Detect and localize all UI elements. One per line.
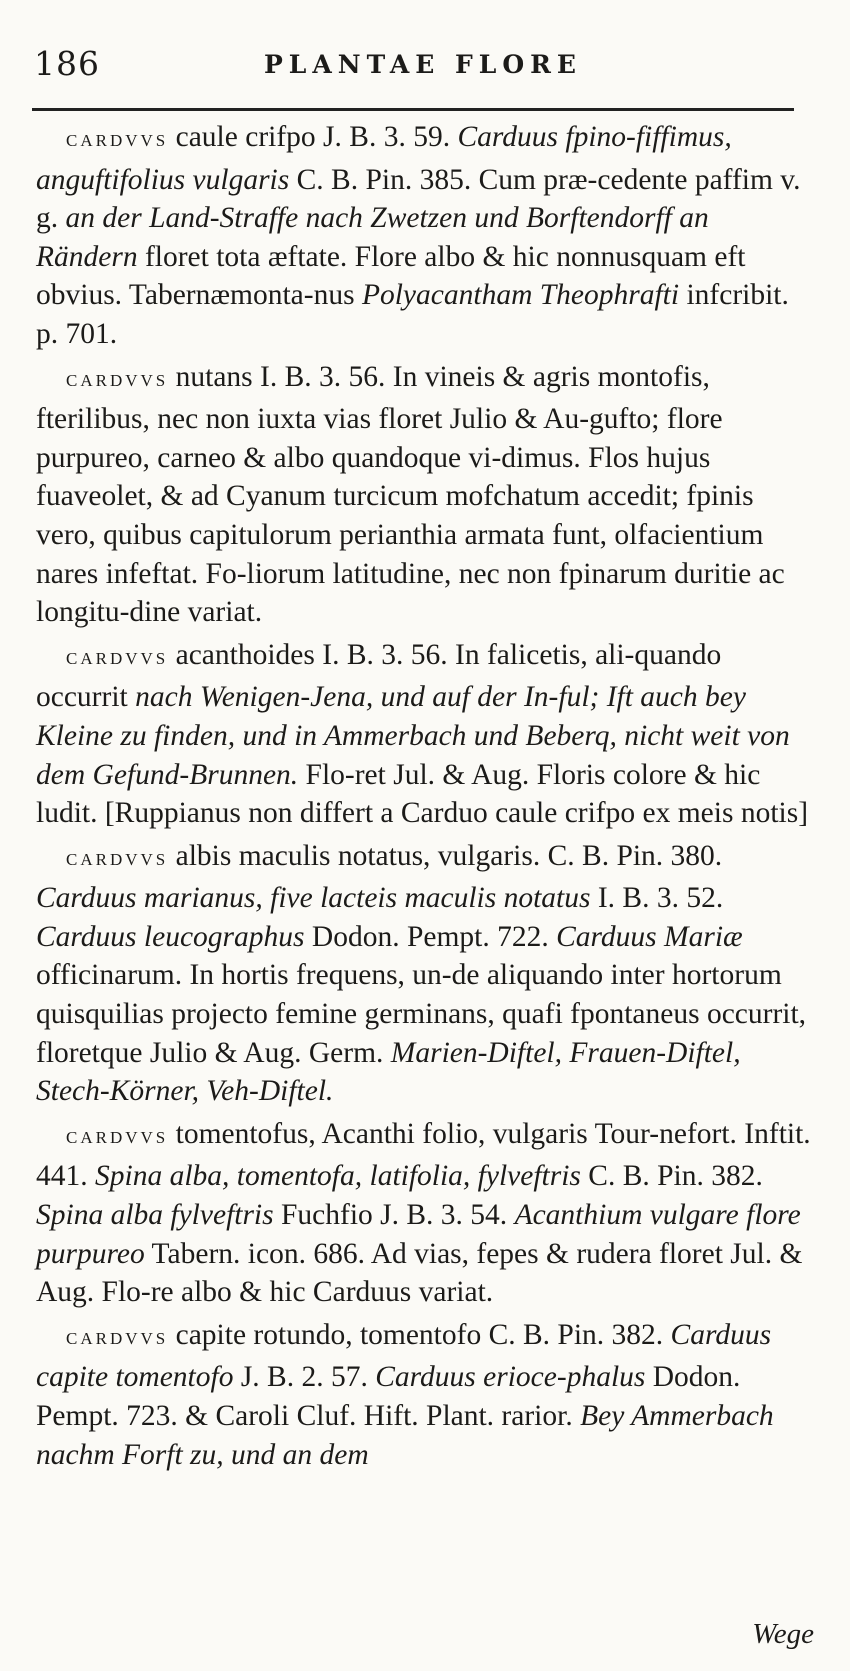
catchword: Wege <box>752 1618 814 1650</box>
entry-paragraph <box>36 358 811 632</box>
body-span: tomentofus, Acanthi folio, vulgaris Tour-nefort. Inftit. 441. <box>36 1117 811 1193</box>
genus-name: CARDVVS <box>66 849 169 869</box>
italic-text: Carduus marianus, five lacteis maculis notatus <box>36 882 591 915</box>
italic-text: Marien-Diftel, Frauen-Diftel, Stech-Körner, Veh-Diftel. <box>36 1036 741 1108</box>
italic-text: nach Wenigen-Jena, und auf der In-ful; Ift auch bey Kleine zu finden, und in Ammerbach und Beberq, nicht weit von dem Gefund-Brunnen. <box>36 681 790 791</box>
italic-text: Polyacantham Theophrafti <box>361 279 680 312</box>
body-span: I. B. 3. 52. <box>590 882 724 915</box>
entry-paragraph <box>36 1316 811 1474</box>
body-span: C. B. Pin. 385. Cum præ-cedente paffim v. g. <box>36 163 801 235</box>
body-span: Tabern. icon. 686. Ad vias, fepes & rudera floret Jul. & Aug. Flo-re albo & hic Carduus variat. <box>36 1237 803 1309</box>
body-span: C. B. Pin. 382. <box>580 1160 763 1193</box>
body-span: Fuchfio J. B. 3. 54. <box>273 1199 515 1232</box>
italic-text: Carduus Mariæ <box>556 920 743 953</box>
genus-name: CARDVVS <box>66 370 169 390</box>
italic-text: Carduus fpino-fiffimus, anguftifolius vulgaris <box>36 121 732 196</box>
entry-paragraph <box>36 118 811 354</box>
italic-text: Bey Ammerbach nachm Forft zu, und an dem <box>36 1400 774 1471</box>
body-span: albis maculis notatus, vulgaris. C. B. Pin. 380. <box>168 839 723 872</box>
italic-text: Spina alba, tomentofa, latifolia, fylveftris <box>95 1160 581 1193</box>
body-span: infcribit. p. 701. <box>36 279 789 350</box>
entry-paragraph <box>36 1115 811 1312</box>
genus-name: CARDVVS <box>66 131 169 150</box>
genus-name: CARDVVS <box>66 648 169 668</box>
header-rule <box>32 108 794 111</box>
body-span: Dodon. Pempt. 722. <box>304 920 557 953</box>
body-span: Flo-ret Jul. & Aug. Floris colore & hic ludit. [Ruppianus non differt a Carduo caule crifpo ex meis notis] <box>36 758 809 830</box>
italic-text: Spina alba fylveftris <box>36 1199 274 1232</box>
body-span: J. B. 2. 57. <box>233 1361 376 1394</box>
entry-paragraph <box>36 837 811 1111</box>
genus-name: CARDVVS <box>66 1127 169 1147</box>
genus-name: CARDVVS <box>66 1328 169 1348</box>
body-span: floret tota æftate. Flore albo & hic nonnusquam eft obvius. Tabernæmonta-nus <box>36 240 746 312</box>
body-span: officinarum. In hortis frequens, un-de aliquando inter hortorum quisquilias projecto femine germinans, quafi fpontaneus occurrit, floretque Julio & Aug. Germ. <box>36 959 807 1069</box>
italic-text: Carduus capite tomentofo <box>36 1318 772 1394</box>
italic-text: Acanthium vulgare flore purpureo <box>36 1199 801 1270</box>
page-number: 186 <box>34 44 100 83</box>
body-span: Dodon. Pempt. 723. & Caroli Cluf. Hift. Plant. rarior. <box>36 1361 741 1432</box>
body-span: caule crifpo J. B. 3. 59. <box>168 121 458 153</box>
running-title: PLANTAE FLORE <box>264 50 582 79</box>
body-span: nutans I. B. 3. 56. In vineis & agris montofis, fterilibus, nec non iuxta vias floret Julio & Au-gufto; flore purpureo, carneo & albo quandoque vi-dimus. Flos hujus fuaveolet, & ad Cyanum turcicum mofchatum accedit; fpinis vero, quibus capitulorum perianthia armata funt, olfacientium nares infeftat. Fo-liorum latitudine, nec non fpinarum duritie ac longitu-dine variat. <box>36 360 785 629</box>
body-span: capite rotundo, tomentofo C. B. Pin. 382. <box>168 1318 671 1351</box>
body-text <box>36 118 811 1478</box>
entry-paragraph <box>36 636 811 833</box>
italic-text: Carduus erioce-phalus <box>375 1361 646 1394</box>
page-header <box>34 44 810 94</box>
italic-text: an der Land-Straffe nach Zwetzen und Borftendorff an Rändern <box>36 202 709 273</box>
body-span: acanthoides I. B. 3. 56. In falicetis, ali-quando occurrit <box>36 638 722 714</box>
italic-text: Carduus leucographus <box>36 920 305 953</box>
